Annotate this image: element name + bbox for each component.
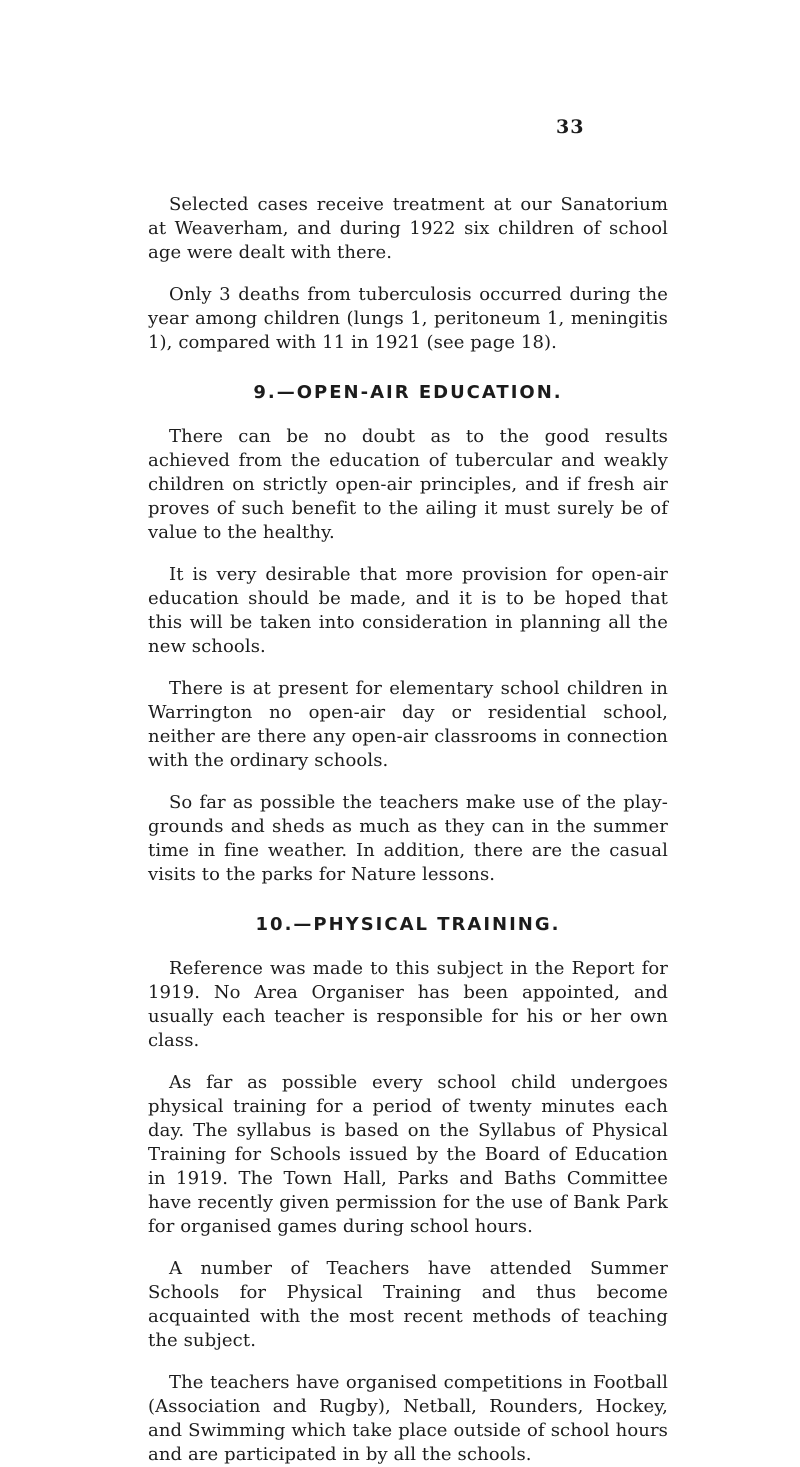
- page-number: 33: [556, 116, 585, 138]
- paragraph-sanatorium: Selected cases receive treatment at our Sanatorium at Weaverham, and during 1922 six children of school age were dealt with there.: [148, 194, 668, 263]
- page-content: [148, 193, 668, 1467]
- paragraph-physical-2: As far as possible every school child undergoes physical training for a period of twenty minutes each day. The syllabus is based on the Syllabus of Physical Training for Schools issued by the Board of Education in 1919. The Town Hall, Parks and Baths Committee have recently given permission for the use of Bank Park for organised games during school hours.: [148, 1072, 668, 1237]
- paragraph-open-air-4: So far as possible the teachers make use of the play-grounds and sheds as much as they can in the summer time in fine weather. In addition, there are the casual visits to the parks for Nature lessons.: [148, 792, 668, 885]
- paragraph-deaths: Only 3 deaths from tuberculosis occurred during the year among children (lungs 1, peritoneum 1, meningitis 1), compared with 11 in 1921 (see page 18).: [148, 284, 668, 353]
- paragraph-physical-4: The teachers have organised competitions in Football (Association and Rugby), Netball, Rounders, Hockey, and Swimming which take place outside of school hours and are participated in by all the schools.: [148, 1372, 668, 1465]
- section-heading-open-air-education: 9.—OPEN-AIR EDUCATION.: [253, 382, 563, 403]
- section-heading-physical-training: 10.—PHYSICAL TRAINING.: [255, 914, 561, 935]
- paragraph-physical-3: A number of Teachers have attended Summer Schools for Physical Training and thus become acquainted with the most recent methods of teaching the subject.: [148, 1258, 668, 1351]
- paragraph-open-air-3: There is at present for elementary school children in Warrington no open-air day or residential school, neither are there any open-air classrooms in connection with the ordinary schools.: [148, 678, 668, 771]
- paragraph-open-air-2: It is very desirable that more provision for open-air education should be made, and it is to be hoped that this will be taken into consideration in planning all the new schools.: [148, 564, 668, 657]
- paragraph-physical-1: Reference was made to this subject in the Report for 1919. No Area Organiser has been appointed, and usually each teacher is responsible for his or her own class.: [148, 958, 668, 1051]
- paragraph-open-air-1: There can be no doubt as to the good results achieved from the education of tubercular and weakly children on strictly open-air principles, and if fresh air proves of such benefit to the ailing it must surely be of value to the healthy.: [148, 426, 668, 543]
